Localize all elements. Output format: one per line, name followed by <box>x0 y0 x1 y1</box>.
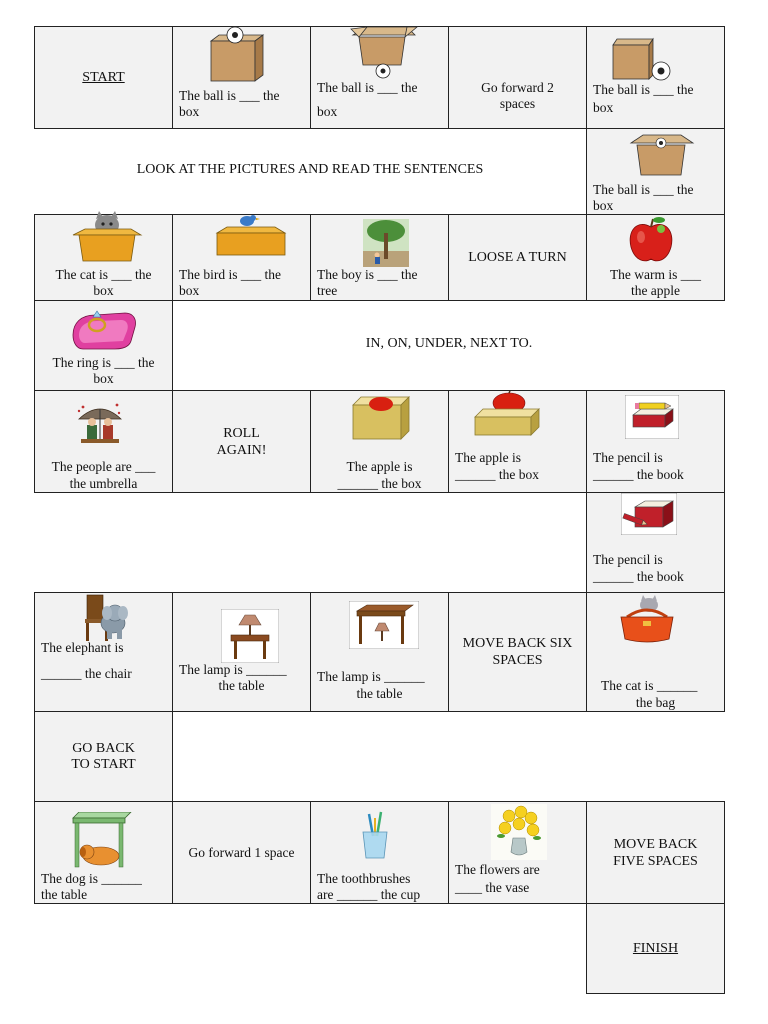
cell-text: LOOSE A TURN <box>468 250 567 265</box>
cell-text-line2: box <box>179 283 200 298</box>
cell-text-line1: The lamp is ______ <box>317 669 425 684</box>
cell-text-line2: the bag <box>635 695 676 710</box>
cell-text-line2: ____ the vase <box>455 880 530 895</box>
cell-text-line1: The warm is ___ <box>609 267 702 282</box>
cell-text-line1: The ball is ___ the <box>179 88 280 103</box>
pencil-next-to-book-picture <box>621 493 677 535</box>
cell-cat-in-bag <box>586 592 725 712</box>
cell-finish <box>586 903 725 994</box>
cell-text-line1: Go forward 2 <box>481 80 554 95</box>
cell-go-forward-2 <box>448 26 587 129</box>
cell-text-line1: The elephant is <box>41 640 124 655</box>
cell-move-back-six <box>448 592 587 712</box>
cat-in-bag-picture <box>617 595 677 643</box>
cell-lamp-on-table <box>172 592 311 712</box>
flowers-in-vase-picture <box>491 804 547 860</box>
ball-next-to-box-picture <box>609 37 679 83</box>
cell-move-back-five <box>586 801 725 904</box>
cell-lamp-under-table <box>310 592 449 712</box>
cell-text-line1: ROLL <box>223 426 260 441</box>
ball-in-box-picture <box>629 133 695 177</box>
cell-text-line1: The apple is <box>455 450 521 465</box>
lamp-under-table-picture <box>349 601 419 649</box>
cell-text-line1: The cat is ______ <box>601 678 698 693</box>
cell-text-line2: spaces <box>499 96 536 111</box>
cell-text-line1: MOVE BACK SIX <box>462 636 573 651</box>
cell-flowers-in-vase <box>448 801 587 904</box>
cell-text-line1: The toothbrushes <box>317 871 411 886</box>
boy-under-tree-picture <box>363 219 409 267</box>
cell-text-line1: The apple is <box>346 459 413 474</box>
cell-text-line2: ______ the box <box>455 467 539 482</box>
cell-text-line2: AGAIN! <box>216 443 267 458</box>
cell-text-line1: The flowers are <box>455 862 540 877</box>
instructions-text: LOOK AT THE PICTURES AND READ THE SENTENCES <box>136 162 484 177</box>
cell-text-line1: The pencil is <box>593 450 663 465</box>
cell-ring-in-box <box>34 300 173 391</box>
cell-text-line2: the table <box>41 887 88 902</box>
ball-under-box-picture <box>349 23 419 79</box>
cell-elephant-next-to-chair <box>34 592 173 712</box>
cell-text-line1: The lamp is ______ <box>179 662 287 677</box>
start-label: START <box>82 70 125 85</box>
apple-in-box-picture <box>351 395 411 441</box>
cell-text-line1: The people are ___ <box>51 459 156 474</box>
cell-text-line1: The ball is ___ the <box>317 80 418 95</box>
pencil-on-book-picture <box>625 395 679 439</box>
cell-text-line1: The ball is ___ the <box>593 182 694 197</box>
dog-under-table-picture <box>71 812 135 868</box>
cell-cat-in-box <box>34 214 173 301</box>
cat-in-box-picture <box>71 211 143 263</box>
people-under-umbrella-picture <box>73 399 127 453</box>
cell-text-line2: box <box>93 371 114 386</box>
cell-go-forward-1 <box>172 801 311 904</box>
cell-text-line2: ______ the chair <box>41 666 132 681</box>
cell-apple-on-box <box>448 390 587 493</box>
elephant-next-to-chair-picture <box>83 593 129 643</box>
cell-ball-under-box <box>310 26 449 129</box>
cell-text-line2: box <box>593 198 614 213</box>
worm-in-apple-picture <box>625 215 677 265</box>
cell-ball-next-to-box <box>586 26 725 129</box>
cell-text-line1: The ring is ___ the <box>52 355 155 370</box>
cell-text-line2: ______ the book <box>593 467 684 482</box>
cell-text-line2: box <box>593 100 614 115</box>
cell-dog-under-table <box>34 801 173 904</box>
ring-in-box-picture <box>69 305 139 351</box>
cell-roll-again <box>172 390 311 493</box>
ball-on-box-picture <box>203 27 273 85</box>
cell-text-line2: the umbrella <box>69 476 138 491</box>
cell-text-line2: tree <box>317 283 338 298</box>
cell-text-line1: The cat is ___ the <box>55 267 152 282</box>
cell-pencil-next-to-book <box>586 492 725 593</box>
cell-ball-in-box <box>586 128 725 215</box>
cell-bird-on-box <box>172 214 311 301</box>
cell-text-line1: The bird is ___ the <box>179 267 281 282</box>
cell-go-back-to-start <box>34 711 173 802</box>
cell-text-line2: ______ the book <box>593 569 684 584</box>
cell-apple-in-box <box>310 390 449 493</box>
cell-text-line2: the apple <box>630 283 681 298</box>
word-bank-text: IN, ON, UNDER, NEXT TO. <box>365 336 533 351</box>
cell-ball-on-box <box>172 26 311 129</box>
cell-text-line2: TO START <box>71 757 136 772</box>
cell-text-line2: the table <box>356 686 403 701</box>
cell-text-line1: The ball is ___ the <box>593 82 694 97</box>
cell-text-line1: MOVE BACK <box>613 837 698 852</box>
apple-on-box-picture <box>473 391 543 437</box>
cell-text-line2: are ______ the cup <box>317 887 421 902</box>
lamp-on-table-picture <box>221 609 279 663</box>
cell-text-line1: The boy is ___ the <box>317 267 418 282</box>
cell-start <box>34 26 173 129</box>
cell-boy-under-tree <box>310 214 449 301</box>
toothbrushes-in-cup-picture <box>355 810 395 860</box>
cell-toothbrushes-in-cup <box>310 801 449 904</box>
cell-text-line2: box <box>93 283 114 298</box>
bird-on-box-picture <box>211 213 291 257</box>
cell-text-line2: box <box>317 104 338 119</box>
cell-text-line2: the table <box>218 678 265 693</box>
cell-text-line2: FIVE SPACES <box>613 854 698 869</box>
cell-text-line1: The pencil is <box>593 552 663 567</box>
cell-text: Go forward 1 space <box>188 845 295 860</box>
cell-text-line2: ______ the box <box>337 476 422 491</box>
cell-text-line1: The dog is ______ <box>41 871 142 886</box>
cell-text-line1: GO BACK <box>72 741 135 756</box>
cell-people-under-umbrella <box>34 390 173 493</box>
cell-loose-a-turn <box>448 214 587 301</box>
cell-worm-in-apple <box>586 214 725 301</box>
cell-pencil-on-book <box>586 390 725 493</box>
cell-text-line2: SPACES <box>492 653 543 668</box>
finish-label: FINISH <box>632 941 679 956</box>
cell-text-line2: box <box>179 104 200 119</box>
